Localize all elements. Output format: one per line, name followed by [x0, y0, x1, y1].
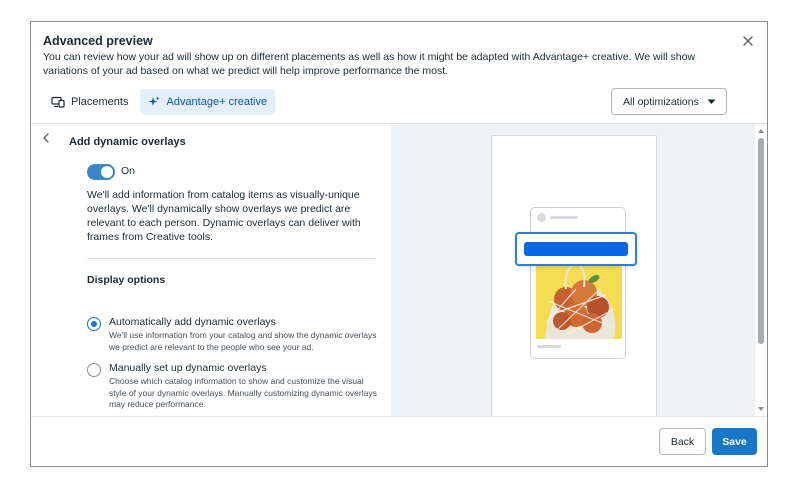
- dialog-title: Advanced preview: [43, 34, 153, 48]
- toggle-label: On: [121, 165, 136, 177]
- vertical-scrollbar[interactable]: [755, 124, 767, 416]
- ad-card: [530, 207, 626, 359]
- radio-manual-help: Choose which catalog information to show and customize the visual style of your dynamic overlays. Manually customizing dynamic overlays may reduce performance.: [109, 376, 377, 409]
- dialog-subtitle: You can review how your ad will show up on different placements as well as how it might be adapted with Advantage+ creative. We will show variations of your ad based on what we predict will help improve performance the most.: [43, 51, 696, 77]
- tab-placements-label: Placements: [71, 96, 129, 108]
- placements-icon: [51, 96, 65, 108]
- scroll-up-arrow-icon[interactable]: [757, 127, 765, 135]
- radio-automatic-help: We'll use information from your catalog and show the dynamic overlays we predict are relevant to the people who see your ad.: [109, 330, 377, 352]
- ad-preview-panel: [391, 124, 755, 416]
- ad-footer-line: [537, 345, 561, 348]
- dynamic-overlay-bar: [524, 242, 628, 256]
- footer-divider: [31, 416, 767, 417]
- tab-advantage-creative[interactable]: [140, 89, 275, 115]
- tab-placements[interactable]: [43, 89, 136, 115]
- display-options-title: Display options: [87, 274, 166, 286]
- radio-manual[interactable]: [87, 363, 101, 377]
- preview-tabs: [43, 89, 275, 115]
- advanced-preview-dialog: [30, 21, 768, 467]
- section-title: Add dynamic overlays: [69, 136, 186, 148]
- dynamic-overlay-highlight: [515, 232, 637, 266]
- sparkle-icon: [148, 96, 160, 108]
- scroll-thumb[interactable]: [758, 138, 764, 344]
- tab-advantage-creative-label: Advantage+ creative: [166, 96, 268, 108]
- overlay-description: We'll add information from catalog items as visually-unique overlays. We'll dynamically show overlays we predict are relevant to each person. Dynamic overlays can deliver with frames from Creative tools.: [87, 189, 361, 243]
- radio-automatic[interactable]: [87, 317, 101, 331]
- optimizations-value: All optimizations: [623, 95, 699, 108]
- overlay-settings-panel: [31, 124, 391, 416]
- back-button[interactable]: Back: [659, 428, 706, 455]
- toggle-knob: [101, 166, 113, 178]
- close-icon[interactable]: [741, 34, 755, 48]
- ad-header-line: [550, 216, 578, 219]
- save-button[interactable]: Save: [712, 428, 757, 455]
- ad-avatar: [537, 213, 546, 222]
- radio-manual-label[interactable]: Manually set up dynamic overlays: [109, 362, 267, 374]
- caret-down-icon: [707, 99, 716, 105]
- section-divider: [87, 258, 375, 259]
- optimizations-dropdown[interactable]: [611, 88, 727, 115]
- scroll-down-arrow-icon[interactable]: [757, 405, 765, 413]
- dynamic-overlays-toggle[interactable]: [87, 164, 115, 180]
- phone-frame: [491, 135, 657, 416]
- chevron-left-icon[interactable]: [40, 132, 52, 144]
- radio-automatic-label[interactable]: Automatically add dynamic overlays: [109, 316, 276, 328]
